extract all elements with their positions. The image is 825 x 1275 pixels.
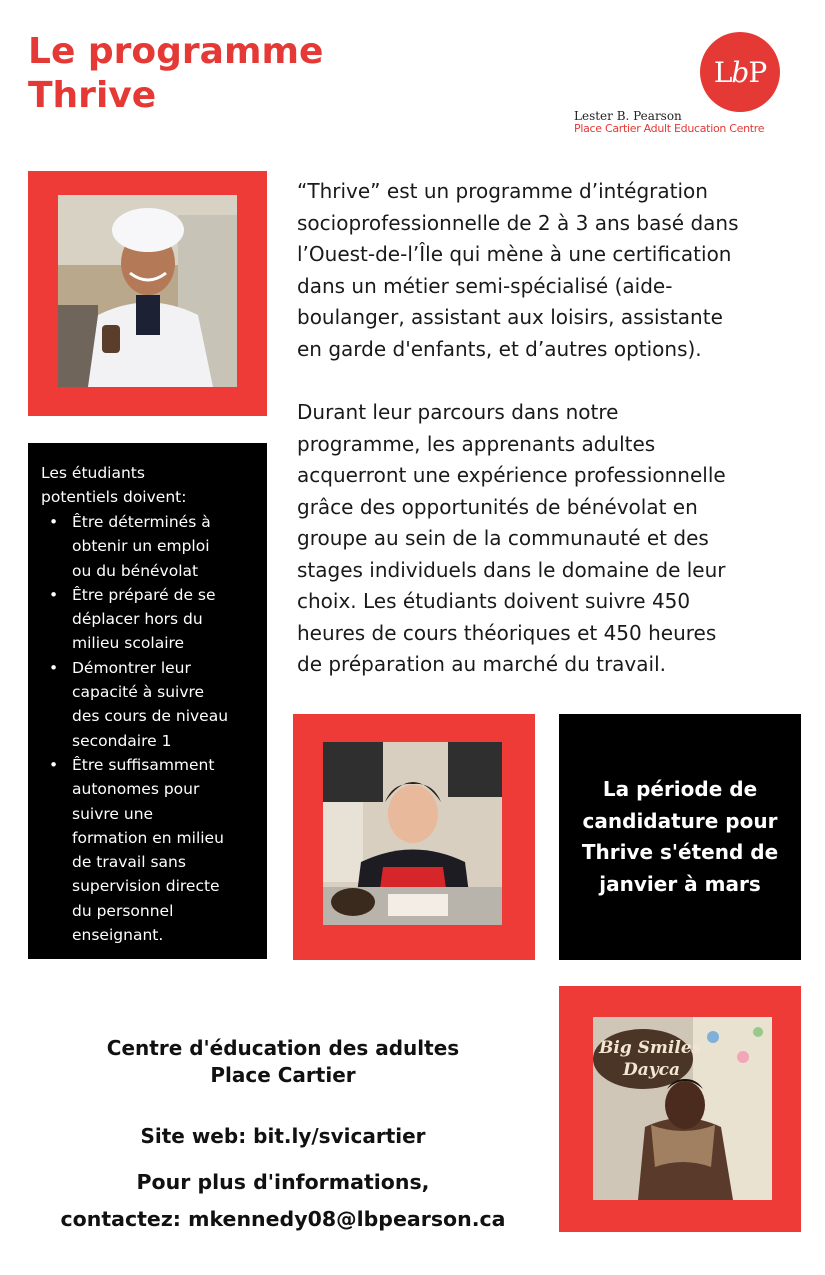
requirement-line: du personnel xyxy=(72,901,174,920)
bullet-icon: • xyxy=(49,658,59,677)
requirement-line: capacité à suivre xyxy=(72,683,205,702)
period-line-4: janvier à mars xyxy=(599,871,761,896)
period-line-3: Thrive s'étend de xyxy=(581,840,779,864)
bullet-icon: • xyxy=(49,755,59,774)
period-line-1: La période de xyxy=(602,777,758,801)
daycare-sign-line-2: Dayca xyxy=(623,1060,681,1080)
requirement-line: formation en milieu xyxy=(72,828,224,847)
requirements-box xyxy=(28,443,267,959)
photo-daycare-student xyxy=(593,1017,772,1200)
requirement-item xyxy=(28,753,267,947)
requirement-line: Être préparé de se xyxy=(72,585,216,604)
requirement-line: suivre une xyxy=(72,804,154,823)
requirements-heading xyxy=(41,461,186,509)
intro-paragraph-2-line: de préparation au marché du travail. xyxy=(297,652,666,676)
intro-paragraph-1-line: “Thrive” est un programme d’intégration xyxy=(297,179,708,203)
period-line-2: candidature pour xyxy=(582,808,778,833)
bullet-icon: • xyxy=(49,513,59,531)
info-contact xyxy=(28,1164,538,1238)
daycare-sign-line-1: Big Smiles xyxy=(599,1038,702,1058)
org-name: Lester B. Pearson xyxy=(574,109,682,123)
centre-name-line-2: Place Cartier xyxy=(210,1063,356,1087)
requirement-line: obtenir un emploi xyxy=(72,537,210,556)
info-line-1: Pour plus d'informations, xyxy=(136,1170,430,1194)
intro-paragraph-2-line: acquerront une expérience professionnelle xyxy=(297,463,726,487)
requirement-item xyxy=(28,510,267,583)
centre-name xyxy=(28,1035,538,1089)
title-line-1: Le programme xyxy=(28,31,324,72)
intro-paragraph-2-line: Durant leur parcours dans notre xyxy=(297,400,619,424)
requirement-line: enseignant. xyxy=(72,926,164,945)
application-period-box xyxy=(559,714,801,960)
requirement-item xyxy=(28,656,267,753)
intro-paragraph-2-line: stages individuels dans le domaine de leur xyxy=(297,557,726,582)
photo-bakery-student xyxy=(58,195,237,387)
requirement-line: ou du bénévolat xyxy=(72,561,199,580)
intro-paragraph-1-line: en garde d'enfants, et d’autres options). xyxy=(297,336,702,361)
requirement-line: autonomes pour xyxy=(72,780,200,799)
contact-email[interactable]: contactez: mkennedy08@lbpearson.ca xyxy=(60,1207,506,1231)
intro-paragraph-1-line: l’Ouest-de-l’Île qui mène à une certification xyxy=(297,242,732,266)
requirement-line: Démontrer leur xyxy=(72,658,191,677)
requirement-line: supervision directe xyxy=(72,877,220,896)
intro-paragraph-2-line: heures de cours théoriques et 450 heures xyxy=(297,620,717,645)
requirements-heading-line-1: Les étudiants xyxy=(41,464,145,482)
requirement-line: secondaire 1 xyxy=(72,731,172,750)
requirements-heading-line-2: potentiels doivent: xyxy=(41,488,187,506)
requirement-line: Être suffisamment xyxy=(72,755,215,774)
centre-name-line-1: Centre d'éducation des adultes xyxy=(106,1036,460,1060)
requirement-line: Être déterminés à xyxy=(72,513,211,531)
lbp-logo xyxy=(700,32,780,112)
requirements-list xyxy=(28,510,267,947)
bullet-icon: • xyxy=(49,585,59,604)
requirement-line: déplacer hors du xyxy=(72,610,203,629)
title-line-2: Thrive xyxy=(28,75,157,116)
logo-text: LbP xyxy=(713,55,767,89)
requirement-line: de travail sans xyxy=(72,853,186,872)
photo-cafe-student xyxy=(323,742,502,925)
intro-paragraph-2-line: groupe au sein de la communauté et des xyxy=(297,526,709,550)
requirement-line: des cours de niveau xyxy=(72,707,229,726)
program-description xyxy=(297,176,797,681)
intro-paragraph-2-line: programme, les apprenants adultes xyxy=(297,431,656,456)
intro-paragraph-2-line: choix. Les étudiants doivent suivre 450 xyxy=(297,589,691,613)
intro-paragraph-1-line: dans un métier semi-spécialisé (aide- xyxy=(297,273,673,298)
intro-paragraph-2-line: grâce des opportunités de bénévolat en xyxy=(297,494,698,519)
intro-paragraph-1-line: boulanger, assistant aux loisirs, assistante xyxy=(297,305,723,329)
page-title xyxy=(28,30,323,118)
requirement-line: milieu scolaire xyxy=(72,634,185,653)
website-label: Site web xyxy=(140,1124,239,1148)
requirement-item xyxy=(28,583,267,656)
website-line xyxy=(28,1122,538,1150)
application-period-text xyxy=(582,774,778,900)
website-link[interactable]: : bit.ly/svicartier xyxy=(238,1124,426,1148)
intro-paragraph-1-line: socioprofessionnelle de 2 à 3 ans basé dans xyxy=(297,210,739,235)
paragraph-gap xyxy=(297,365,797,397)
org-centre-name: Place Cartier Adult Education Centre xyxy=(574,122,765,135)
